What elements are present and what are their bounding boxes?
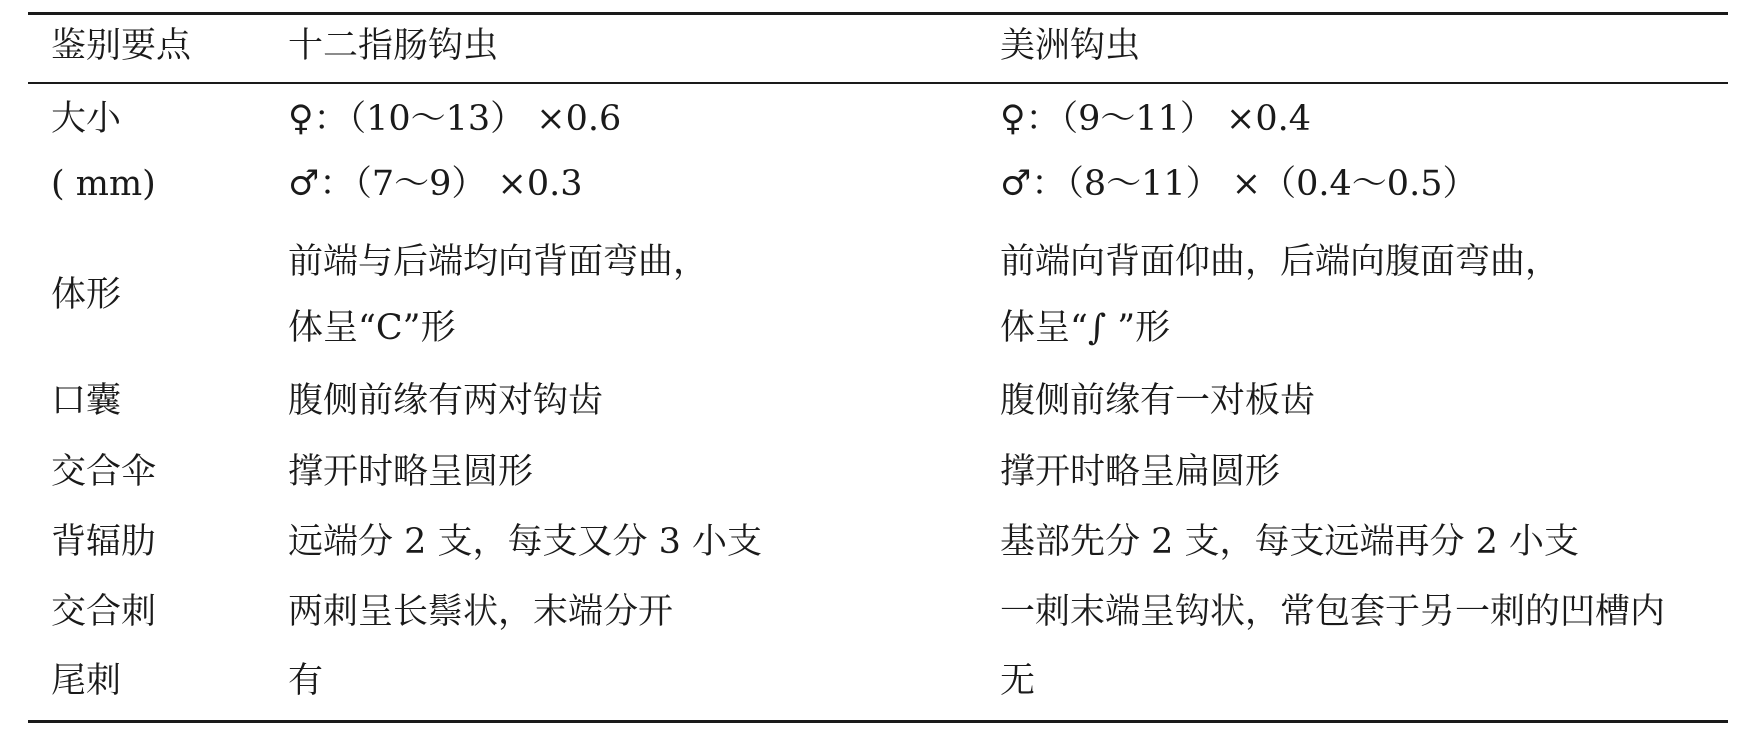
row-size-duodenal-male: ♂：（7～9） ×0.3 xyxy=(288,164,583,204)
row-bursa-label: 交合伞 xyxy=(51,452,157,492)
header-criteria: 鉴别要点 xyxy=(51,26,192,66)
row-tail-spine-label: 尾刺 xyxy=(51,661,122,701)
row-buccal-label: 口囊 xyxy=(51,381,122,421)
row-size-label: 大小 xyxy=(51,99,122,139)
header-american-hookworm: 美洲钩虫 xyxy=(1000,26,1141,66)
row-bursa-duodenal: 撑开时略呈圆形 xyxy=(288,452,534,492)
row-buccal-american: 腹侧前缘有一对板齿 xyxy=(1000,381,1316,421)
table-top-rule xyxy=(28,12,1728,15)
row-spicule-duodenal: 两刺呈长鬃状，末端分开 xyxy=(288,592,674,632)
row-shape-american-line1: 前端向背面仰曲，后端向腹面弯曲， xyxy=(1000,242,1561,282)
table-bottom-rule xyxy=(28,720,1728,723)
row-shape-duodenal-line2: 体呈“C”形 xyxy=(288,308,456,348)
row-tail-spine-american: 无 xyxy=(1000,661,1036,701)
row-size-duodenal-female: ♀：（10～13） ×0.6 xyxy=(288,99,622,139)
row-bursa-american: 撑开时略呈扁圆形 xyxy=(1000,452,1281,492)
row-spicule-label: 交合刺 xyxy=(51,592,157,632)
row-spicule-american: 一刺末端呈钩状，常包套于另一刺的凹槽内 xyxy=(1000,592,1666,632)
row-tail-spine-duodenal: 有 xyxy=(288,661,324,701)
row-dorsal-ray-label: 背辐肋 xyxy=(51,522,157,562)
row-dorsal-ray-american: 基部先分 2 支，每支远端再分 2 小支 xyxy=(1000,522,1580,562)
row-shape-duodenal-line1: 前端与后端均向背面弯曲， xyxy=(288,242,709,282)
row-dorsal-ray-duodenal: 远端分 2 支，每支又分 3 小支 xyxy=(288,522,763,562)
row-shape-american-line2: 体呈“∫ ”形 xyxy=(1000,308,1171,348)
table-header-rule xyxy=(28,82,1728,84)
header-duodenal-hookworm: 十二指肠钩虫 xyxy=(288,26,499,66)
row-size-american-female: ♀：（9～11） ×0.4 xyxy=(1000,99,1312,139)
row-size-unit: ( mm) xyxy=(51,164,156,204)
row-shape-label: 体形 xyxy=(51,275,122,315)
row-buccal-duodenal: 腹侧前缘有两对钩齿 xyxy=(288,381,604,421)
row-size-american-male: ♂：（8～11） ×（0.4～0.5） xyxy=(1000,164,1478,204)
